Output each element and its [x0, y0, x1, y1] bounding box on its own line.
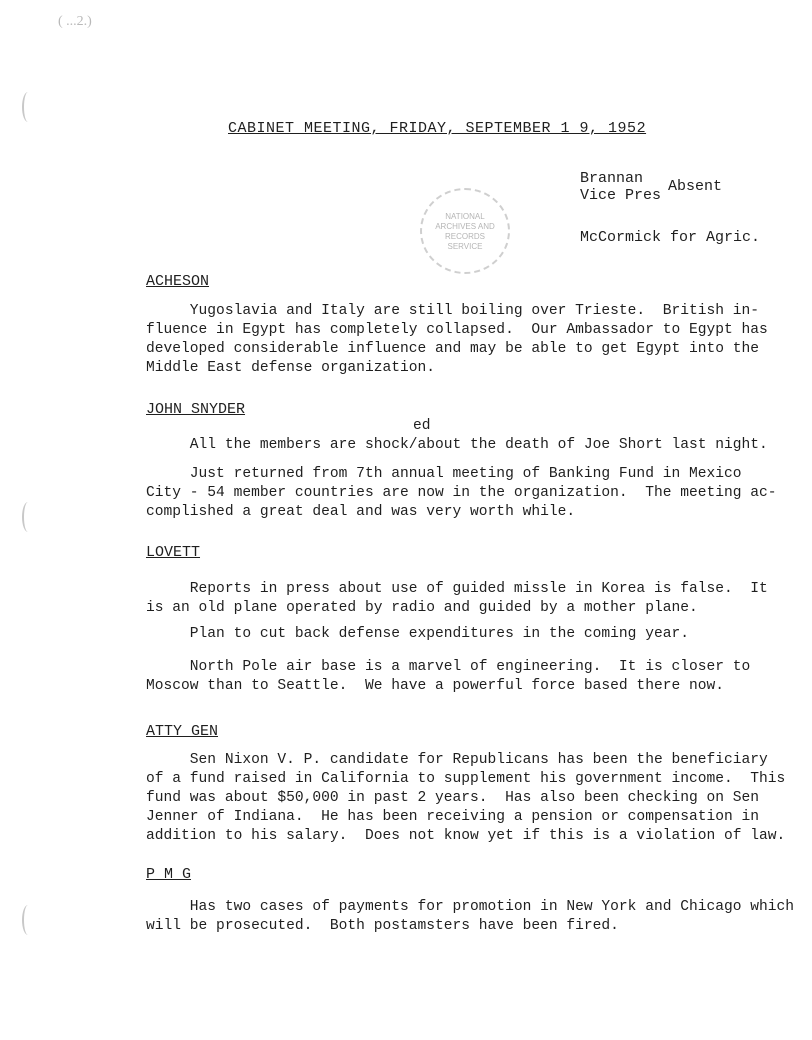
section-heading-john-snyder: JOHN SNYDER — [146, 401, 246, 418]
punch-hole-top — [22, 92, 34, 122]
lovett-paragraph-1: Reports in press about use of guided missle in Korea is false. It is an old plane operated by radio and guided by a mother plane. — [146, 581, 768, 616]
absent-name-2: Vice Pres — [580, 187, 662, 204]
punch-hole-bottom — [22, 905, 34, 935]
page-title: CABINET MEETING, FRIDAY, SEPTEMBER 1 9, 1952 — [228, 120, 647, 137]
lovett-paragraph-3: North Pole air base is a marvel of engineering. It is closer to Moscow than to Seattle. We have a powerful force based there now. — [146, 659, 751, 694]
stamp-line: SERVICE — [447, 242, 483, 251]
substitute-note: McCormick for Agric. — [580, 229, 761, 246]
section-heading-acheson: ACHESON — [146, 273, 210, 290]
section-heading-lovett: LOVETT — [146, 544, 201, 561]
punch-hole-middle — [22, 502, 34, 532]
pmg-paragraph: Has two cases of payments for promotion in New York and Chicago which will be prosecuted. Both postamsters have been fired. — [146, 899, 795, 934]
atty-gen-paragraph: Sen Nixon V. P. candidate for Republicans has been the beneficiary of a fund raised in California to supplement his government income. This fund was about $50,000 in past 2 years. Has also been checking on Sen Jenner of Indiana. He has been receiving a pension or compensation in addition to his salary. Does not know yet if this is a violation of law. — [146, 752, 786, 844]
archive-stamp — [420, 188, 510, 274]
stamp-line: ARCHIVES AND — [435, 222, 495, 231]
acheson-paragraph: Yugoslavia and Italy are still boiling over Trieste. British in- fluence in Egypt has completely collapsed. Our Ambassador to Egypt has developed considerable influence and may be able to get Egypt into the Middle East defense organization. — [146, 303, 768, 376]
snyder-paragraph-2: Just returned from 7th annual meeting of Banking Fund in Mexico City - 54 member countries are now in the organization. The meeting ac- complished a great deal and was very worth while. — [146, 466, 777, 520]
absent-name-1: Brannan — [580, 170, 644, 187]
absent-label: Absent — [668, 178, 723, 195]
snyder-paragraph-1: All the members are shock/about the death of Joe Short last night. — [146, 437, 768, 453]
lovett-paragraph-2: Plan to cut back defense expenditures in the coming year. — [146, 626, 689, 642]
handwritten-insertion: ed — [413, 418, 431, 434]
stamp-line: RECORDS — [444, 232, 485, 241]
stamp-line: NATIONAL — [445, 212, 485, 221]
section-heading-atty-gen: ATTY GEN — [146, 723, 219, 740]
handwritten-mark: ( ...2.) — [58, 14, 92, 29]
section-heading-pmg: P M G — [146, 866, 192, 883]
